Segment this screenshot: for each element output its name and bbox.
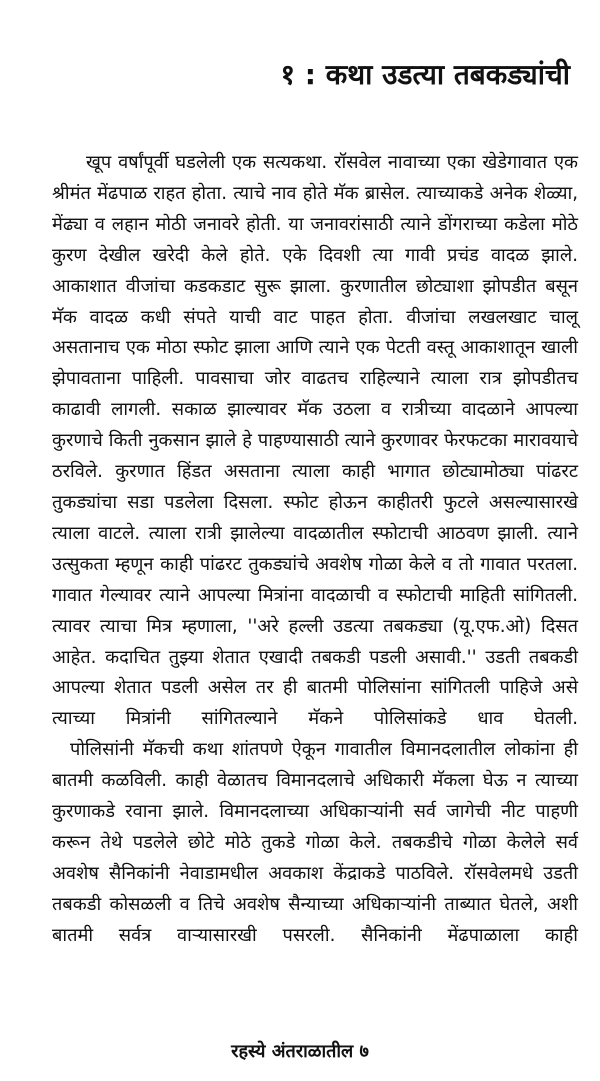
paragraph-2: पोलिसांनी मॅकची कथा शांतपणे ऐकून गावातील विमानदलातील लोकांना ही बातमी कळविली. काही वेळातच विमानदलाचे अधिकारी मॅकला घेऊ न त्याच्या कुरणाकडे रवाना झाले. विमानदलाच्या अधिकाऱ्यांनी सर्व जागेची नीट पाहणी करून तेथे पडलेले छोटे मोठे तुकडे गोळा केले. तबकडीचे गोळा केलेले सर्व अवशेष सैनिकांनी नेवाडामधील अवकाश केंद्राकडे पाठविले. रॉसवेलमधे उडती तबकडी कोसळली व तिचे अवशेष सैन्याच्या अधिकाऱ्यांनी ताब्यात घेतले, अशी बातमी सर्वत्र वाऱ्यासारखी पसरली. सैनिकांनी मेंढपाळाला काही <box>52 739 578 946</box>
chapter-body <box>52 148 578 952</box>
paragraph-1: खूप वर्षांपूर्वी घडलेली एक सत्यकथा. रॉसवेल नावाच्या एका खेडेगावात एक श्रीमंत मेंढपाळ राहत होता. त्याचे नाव होते मॅक ब्रासेल. त्याच्याकडे अनेक शेळ्या, मेंढ्या व लहान मोठी जनावरे होती. या जनावरांसाठी त्याने डोंगराच्या कडेला मोठे कुरण देखील खरेदी केले होते. एके दिवशी त्या गावी प्रचंड वादळ झाले. आकाशात वीजांचा कडकडाट सुरू झाला. कुरणातील छोट्याशा झोपडीत बसून मॅक वादळ कधी संपते याची वाट पाहत होता. वीजांचा लखलखाट चालू असतानाच एक मोठा स्फोट झाला आणि त्याने एक पेटती वस्तू आकाशातून खाली झेपावताना पाहिली. पावसाचा जोर वाढतच राहिल्याने त्याला रात्र झोपडीतच काढावी लागली. सकाळ झाल्यावर मॅक उठला व रात्रीच्या वादळाने आपल्या कुरणाचे किती नुकसान झाले हे पाहण्यासाठी त्याने कुरणावर फेरफटका मारावयाचे ठरविले. कुरणात हिंडत असताना त्याला काही भागात छोट्यामोठ्या पांढरट तुकड्यांचा सडा पडलेला दिसला. स्फोट होऊन काहीतरी फुटले असल्यासारखे त्याला वाटले. त्याला रात्री झालेल्या वादळातील स्फोटाची आठवण झाली. त्याने उत्सुकता म्हणून काही पांढरट तुकड्यांचे अवशेष गोळा केले व तो गावात परतला. गावात गेल्यावर त्याने आपल्या मित्रांना वादळाची व स्फोटाची माहिती सांगितली. त्यावर त्याचा मित्र म्हणाला, ''अरे हल्ली उडत्या तबकड्या (यू.एफ.ओ) दिसत आहेत. कदाचित तुझ्या शेतात एखादी तबकडी पडली असावी.'' उडती तबकडी आपल्या शेतात पडली असेल तर ही बातमी पोलिसांना सांगितली पाहिजे असे त्याच्या मित्रांनी सांगितल्याने मॅकने पोलिसांकडे धाव घेतली. <box>52 152 578 730</box>
page-footer: रहस्ये अंतराळातील ७ <box>231 1041 369 1062</box>
chapter-title: १ : कथा उडत्या तबकड्यांची <box>280 58 570 91</box>
